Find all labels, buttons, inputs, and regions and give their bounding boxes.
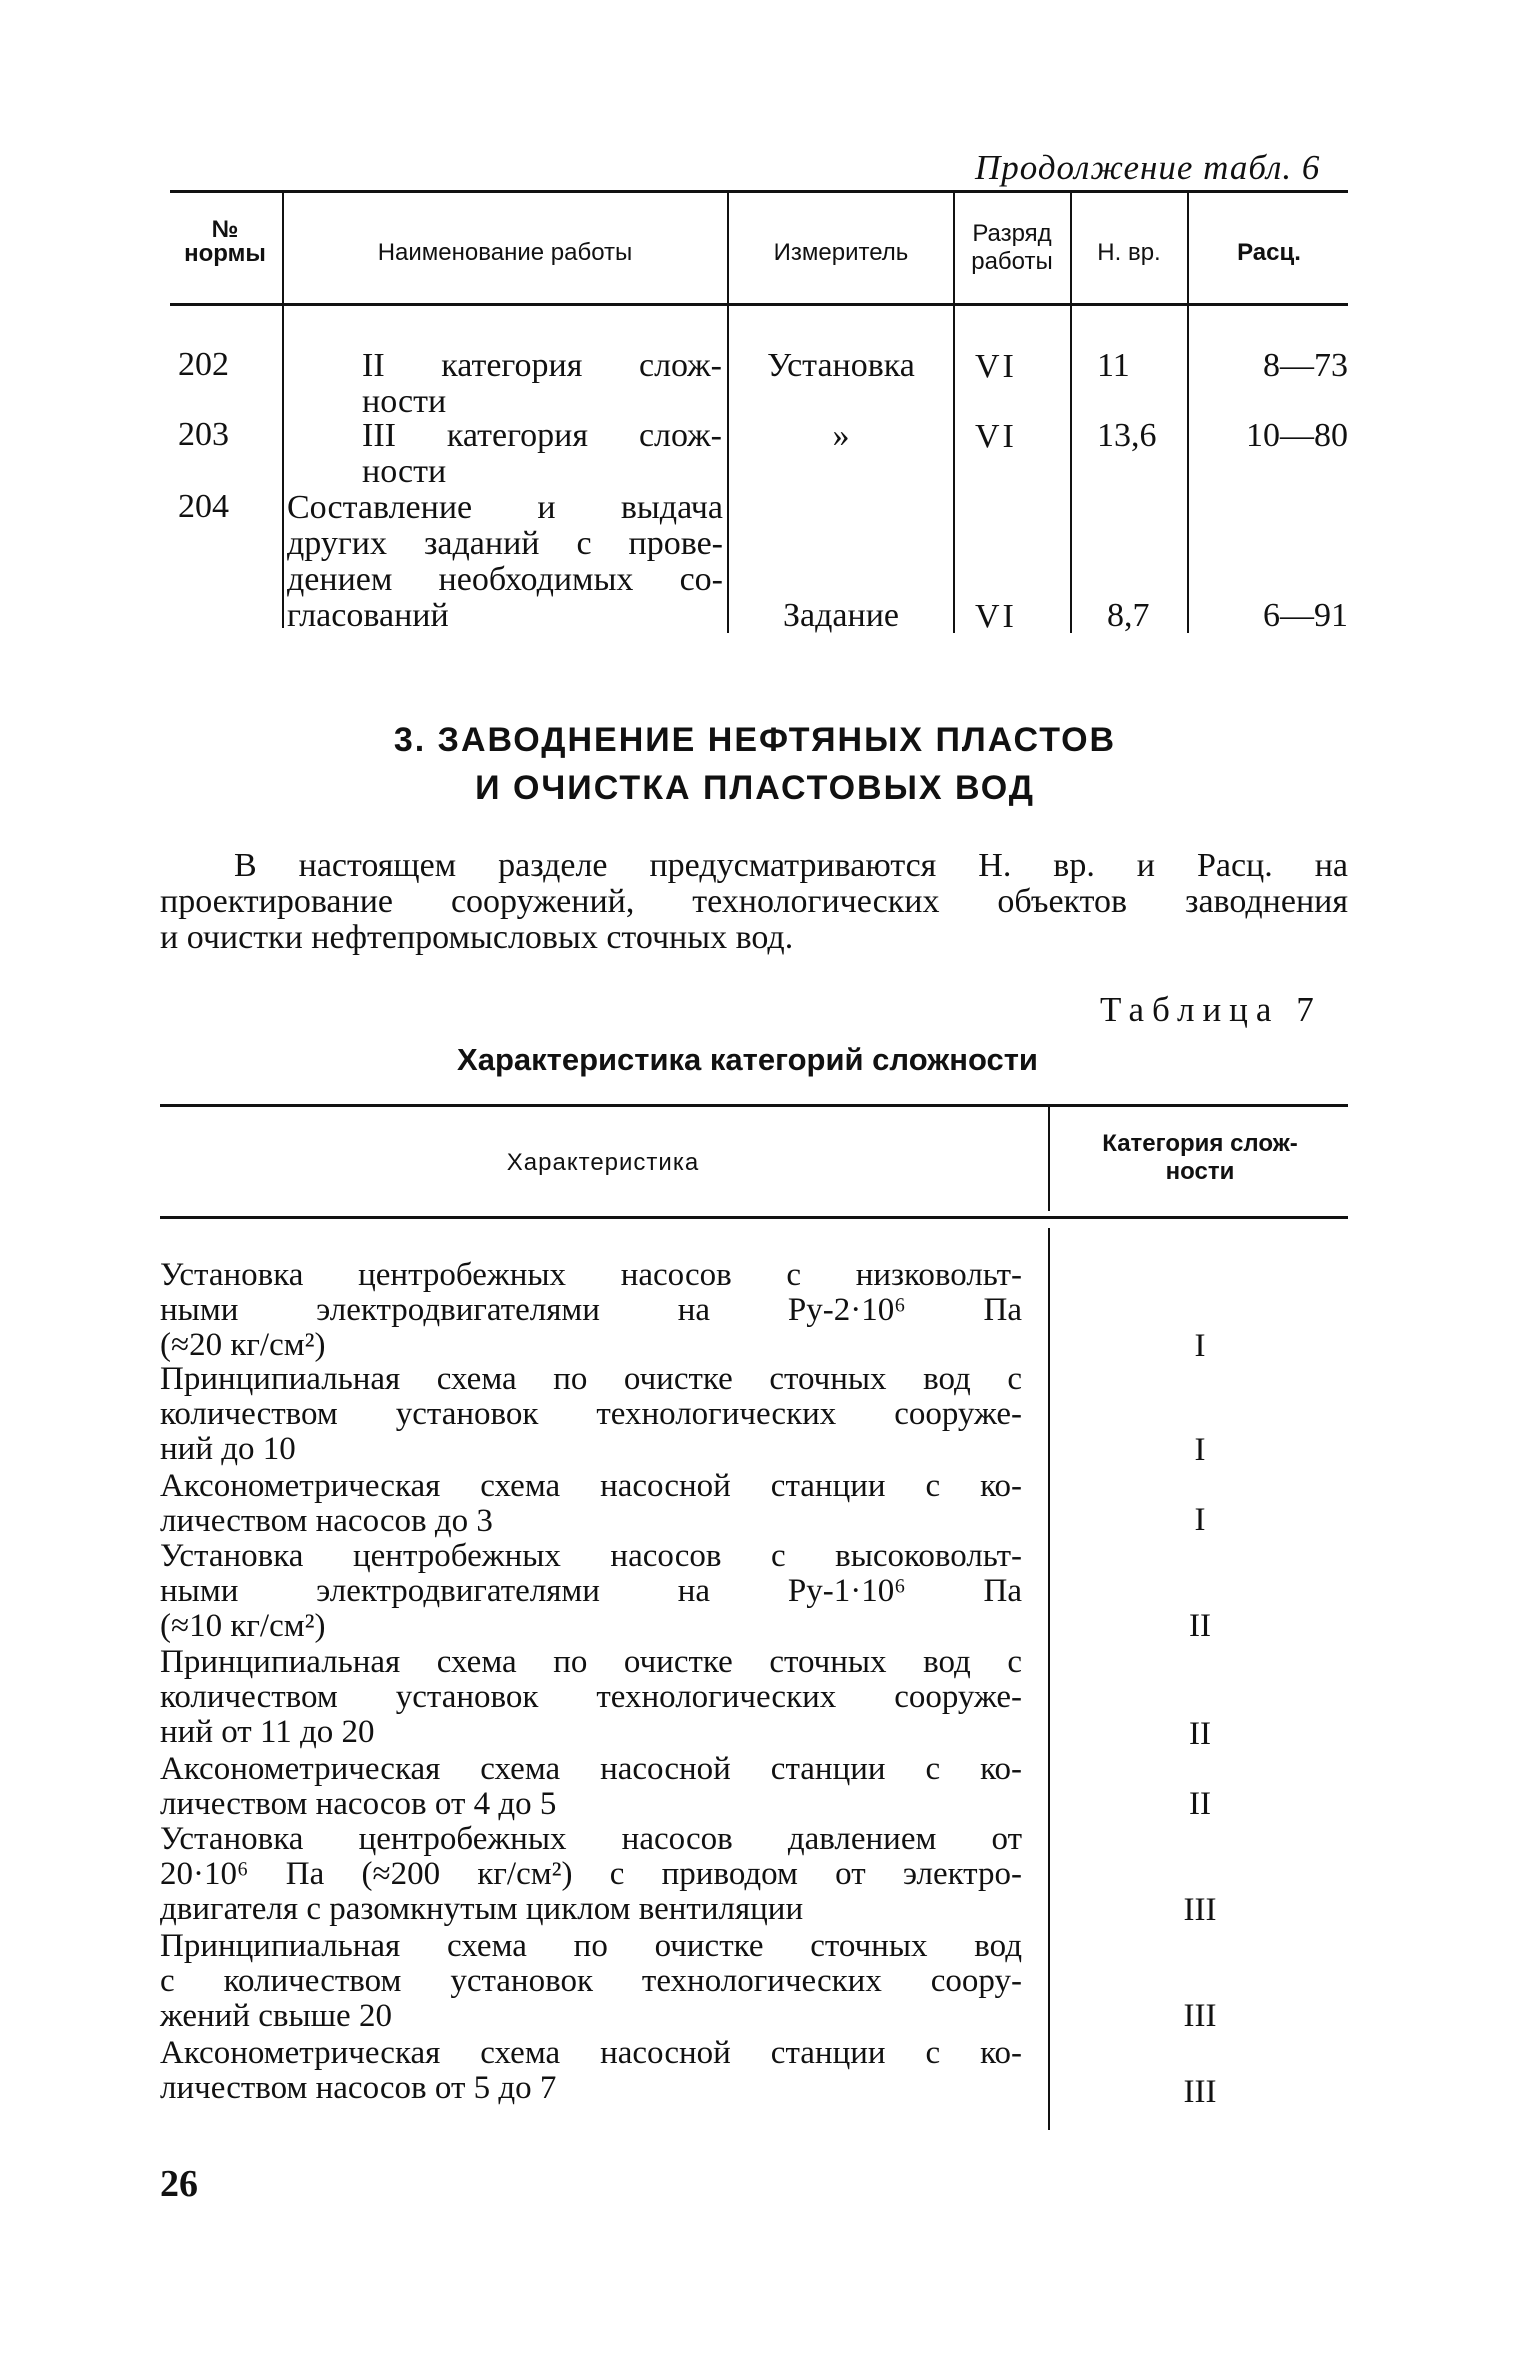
table6-row-num: 202 xyxy=(178,346,229,383)
row-line: с количеством установок технологических соору- xyxy=(160,1963,1022,1999)
table6-top-rule xyxy=(170,190,1348,193)
name-line: II категория слож- xyxy=(362,347,722,384)
table6-row-name xyxy=(290,418,722,490)
table6-row-num: 203 xyxy=(178,416,229,453)
table6-row-grade: VI xyxy=(975,348,1017,385)
row-line: Принципиальная схема по очистке сточных вод с xyxy=(160,1361,1022,1397)
table7-row xyxy=(160,1752,1022,1822)
table6-header-norm-time: Н. вр. xyxy=(1097,239,1161,266)
row-line: ными электродвигателями на Ру-2·10⁶ Па xyxy=(160,1292,1022,1328)
row-line: 20·10⁶ Па (≈200 кг/см²) с приводом от электро- xyxy=(160,1856,1022,1892)
paragraph-line: В настоящем разделе предусматриваются Н. вр. и Расц. на xyxy=(234,847,1348,884)
table7-header-category xyxy=(1052,1130,1348,1186)
table6-row-unit: Установка xyxy=(767,347,915,384)
row-line: личеством насосов от 5 до 7 xyxy=(160,2070,557,2106)
paragraph-line: и очистки нефтепромысловых сточных вод. xyxy=(160,919,794,956)
table7-caption: Характеристика категорий сложности xyxy=(457,1042,1038,1077)
table7-header-rule xyxy=(160,1216,1348,1219)
table6-header-price: Расц. xyxy=(1237,239,1301,266)
table7-row xyxy=(160,1645,1022,1750)
table7-row-category: II xyxy=(1189,1608,1211,1644)
row-line: Аксонометрическая схема насосной станции с ко- xyxy=(160,1468,1022,1504)
table7-row-category: III xyxy=(1183,2074,1217,2110)
row-line: личеством насосов от 4 до 5 xyxy=(160,1786,557,1822)
row-line: Принципиальная схема по очистке сточных вод xyxy=(160,1928,1022,1964)
table6-header-unit: Измеритель xyxy=(773,239,909,266)
row-line: Аксонометрическая схема насосной станции с ко- xyxy=(160,2035,1022,2071)
table6-row-price: 10—80 xyxy=(1246,417,1348,454)
table6-row-norm-time: 8,7 xyxy=(1107,597,1150,634)
row-line: количеством установок технологических сооруже- xyxy=(160,1396,1022,1432)
row-line: жений свыше 20 xyxy=(160,1998,392,2034)
table7-row-category: III xyxy=(1183,1998,1217,2034)
name-line: ности xyxy=(362,383,447,420)
row-line: ний до 10 xyxy=(160,1431,296,1467)
name-line: Составление и выдача xyxy=(287,489,723,526)
header-num-line: № xyxy=(211,216,239,243)
table7-row xyxy=(160,2036,1022,2106)
row-line: количеством установок технологических сооруже- xyxy=(160,1679,1022,1715)
row-line: Установка центробежных насосов давлением от xyxy=(160,1821,1022,1857)
header-category-line: ности xyxy=(1165,1158,1235,1185)
table7-top-rule xyxy=(160,1104,1348,1107)
header-category-line: Категория слож- xyxy=(1102,1130,1298,1157)
table7-row xyxy=(160,1929,1022,2034)
table7-header-characteristic: Характеристика xyxy=(506,1149,700,1176)
table-continuation-caption: Продолжение табл. 6 xyxy=(975,148,1321,187)
table6-header-grade xyxy=(955,220,1069,276)
header-num-line: нормы xyxy=(184,240,266,267)
section-title-line: 3. ЗАВОДНЕНИЕ НЕФТЯНЫХ ПЛАСТОВ xyxy=(393,721,1117,759)
section-paragraph xyxy=(160,848,1348,956)
name-line: других заданий с прове- xyxy=(287,525,723,562)
table6-row-unit: Задание xyxy=(783,597,899,634)
header-grade-line: Разряд xyxy=(972,220,1052,247)
table7-label: Таблица 7 xyxy=(1100,990,1322,1029)
page-number: 26 xyxy=(160,2163,198,2205)
name-line: ности xyxy=(362,453,447,490)
table7-row-category: II xyxy=(1189,1716,1211,1752)
table7-row xyxy=(160,1539,1022,1644)
row-line: Аксонометрическая схема насосной станции с ко- xyxy=(160,1751,1022,1787)
row-line: (≈10 кг/см²) xyxy=(160,1608,326,1644)
table6-row-norm-time: 13,6 xyxy=(1097,417,1157,454)
header-grade-line: работы xyxy=(971,248,1053,275)
name-line: дением необходимых со- xyxy=(287,561,723,598)
table6-row-name xyxy=(287,490,723,634)
table6-header-name: Наименование работы xyxy=(377,239,633,266)
table7-row-category: III xyxy=(1183,1892,1217,1928)
row-line: (≈20 кг/см²) xyxy=(160,1327,326,1363)
table7-row xyxy=(160,1258,1022,1363)
table7-col-divider xyxy=(1048,1228,1050,2130)
section-title xyxy=(160,716,1350,812)
table7-row-category: II xyxy=(1189,1786,1211,1822)
row-line: ными электродвигателями на Ру-1·10⁶ Па xyxy=(160,1573,1022,1609)
name-line: гласований xyxy=(287,597,449,634)
table6-row-unit: » xyxy=(832,417,850,454)
row-line: ний от 11 до 20 xyxy=(160,1714,375,1750)
table7-row xyxy=(160,1822,1022,1927)
table6-row-grade: VI xyxy=(975,418,1017,455)
section-title-line: И ОЧИСТКА ПЛАСТОВЫХ ВОД xyxy=(475,769,1035,807)
name-line: III категория слож- xyxy=(362,417,722,454)
row-line: двигателя с разомкнутым циклом вентиляции xyxy=(160,1891,804,1927)
table6-row-name xyxy=(290,348,722,420)
table7-row-category: I xyxy=(1194,1328,1206,1364)
table7-row-category: I xyxy=(1194,1502,1206,1538)
paragraph-line: проектирование сооружений, технологических объектов заводнения xyxy=(160,883,1348,920)
table7-row xyxy=(160,1362,1022,1467)
row-line: Установка центробежных насосов с высоковольт- xyxy=(160,1538,1022,1574)
table6-row-num: 204 xyxy=(178,488,229,525)
row-line: Установка центробежных насосов с низковольт- xyxy=(160,1257,1022,1293)
table6-header-rule xyxy=(170,303,1348,306)
table6-row-price: 6—91 xyxy=(1263,597,1348,634)
table7-row-category: I xyxy=(1194,1432,1206,1468)
row-line: личеством насосов до 3 xyxy=(160,1503,493,1539)
table7-col-divider xyxy=(1048,1107,1050,1211)
table6-header-num xyxy=(170,218,280,266)
table6-row-price: 8—73 xyxy=(1263,347,1348,384)
table6-row-norm-time: 11 xyxy=(1097,347,1130,384)
table6-row-grade: VI xyxy=(975,598,1017,635)
table7-row xyxy=(160,1469,1022,1539)
row-line: Принципиальная схема по очистке сточных вод с xyxy=(160,1644,1022,1680)
